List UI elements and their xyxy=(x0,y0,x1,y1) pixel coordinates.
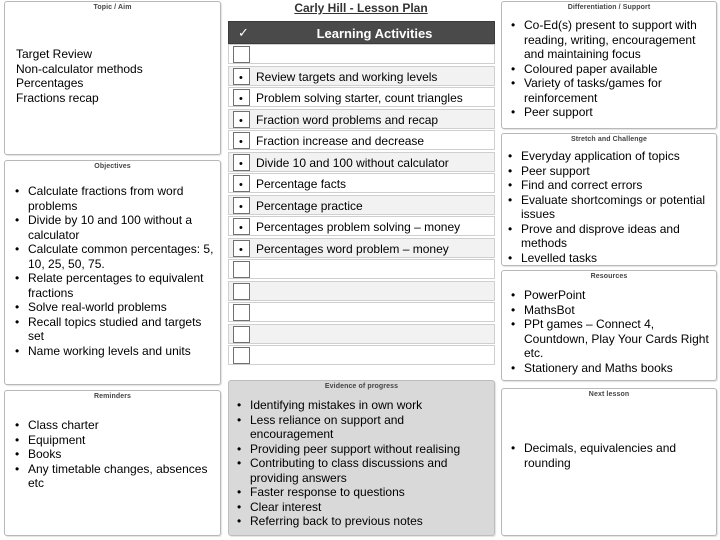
learning-activities-title: Learning Activities xyxy=(316,26,433,41)
objective-item: • Calculate fractions from word problems xyxy=(15,184,215,213)
differentiation-box xyxy=(501,1,717,129)
page-title-text: Carly Hill - Lesson Plan xyxy=(294,1,428,15)
differentiation-heading: Differentiation / Support xyxy=(567,4,651,11)
objective-item: • Recall topics studied and targets set xyxy=(15,315,215,344)
reminders-list xyxy=(15,418,215,491)
bullet-icon: • xyxy=(239,71,243,84)
bullet-icon: • xyxy=(239,243,243,256)
activity-label: Divide 10 and 100 without calculator xyxy=(256,155,449,170)
resource-item: • Stationery and Maths books xyxy=(511,361,713,376)
resources-box xyxy=(501,270,717,381)
stretch-item: • Find and correct errors xyxy=(508,178,712,193)
activity-checkbox[interactable] xyxy=(233,218,250,235)
activity-label: Fraction increase and decrease xyxy=(256,134,425,148)
resource-item: • MathsBot xyxy=(511,303,713,318)
stretch-list xyxy=(508,149,712,265)
stretch-item: • Peer support xyxy=(508,164,712,179)
reminder-item: • Class charter xyxy=(15,418,215,433)
activity-row xyxy=(228,324,495,344)
activity-checkbox[interactable] xyxy=(233,326,250,343)
objective-item: • Relate percentages to equivalent fractions xyxy=(15,271,215,300)
activity-label: Percentage facts xyxy=(256,177,347,191)
stretch-item: • Levelled tasks xyxy=(508,251,712,266)
next-lesson-list xyxy=(511,441,713,470)
differentiation-item: • Co-Ed(s) present to support with reading, writing, encouragement and maintaining focus xyxy=(511,18,711,62)
stretch-item: • Prove and disprove ideas and methods xyxy=(508,222,712,251)
objectives-heading: Objectives xyxy=(94,163,131,170)
stretch-item: • Everyday application of topics xyxy=(508,149,712,164)
activity-row xyxy=(228,302,495,322)
activity-label: Fraction word problems and recap xyxy=(256,112,439,127)
activity-checkbox[interactable] xyxy=(233,240,250,257)
evidence-heading: Evidence of progress xyxy=(324,383,399,390)
topic-line: Target Review xyxy=(16,47,93,61)
activity-row xyxy=(228,259,495,279)
objectives-box xyxy=(4,160,221,385)
activity-row xyxy=(228,173,495,193)
activity-checkbox[interactable] xyxy=(233,68,250,85)
activity-label: Percentages problem solving – money xyxy=(256,220,461,234)
resources-list xyxy=(511,288,713,375)
evidence-box xyxy=(228,380,495,536)
activity-checkbox[interactable] xyxy=(233,132,250,149)
reminders-box xyxy=(4,390,221,536)
evidence-item: • Contributing to class discussions and providing answers xyxy=(237,456,489,485)
differentiation-list xyxy=(511,18,711,120)
differentiation-item: • Variety of tasks/games for reinforcement xyxy=(511,76,711,105)
activity-checkbox[interactable] xyxy=(233,46,250,63)
activity-row xyxy=(228,66,495,86)
resources-heading: Resources xyxy=(590,273,628,280)
evidence-item: • Identifying mistakes in own work xyxy=(237,398,489,413)
objective-item: • Solve real-world problems xyxy=(15,300,215,315)
topic-line: Fractions recap xyxy=(16,90,99,105)
activity-checkbox[interactable] xyxy=(233,111,250,128)
evidence-item: • Clear interest xyxy=(237,500,489,515)
activity-checkbox[interactable] xyxy=(233,347,250,364)
topic-line: Non-calculator methods xyxy=(16,61,143,76)
activity-checkbox[interactable] xyxy=(233,304,250,321)
bullet-icon: • xyxy=(239,93,243,105)
bullet-icon: • xyxy=(239,222,243,234)
stretch-item: • Evaluate shortcomings or potential issues xyxy=(508,193,712,222)
resource-item: • PPt games – Connect 4, Countdown, Play Your Cards Right etc. xyxy=(511,317,713,361)
reminder-item: • Equipment xyxy=(15,433,215,448)
objective-item: • Divide by 10 and 100 without a calculator xyxy=(15,213,215,242)
learning-activities-header xyxy=(228,21,495,44)
differentiation-item: • Coloured paper available xyxy=(511,62,711,77)
stretch-box xyxy=(501,133,717,266)
next-lesson-box xyxy=(501,388,717,536)
activity-row xyxy=(228,44,495,64)
objective-item: • Calculate common percentages: 5, 10, 25, 50, 75. xyxy=(15,242,215,271)
reminder-item: • Books xyxy=(15,447,215,462)
activity-checkbox[interactable] xyxy=(233,283,250,300)
activity-label: Review targets and working levels xyxy=(256,69,438,84)
objectives-list xyxy=(15,184,215,358)
bullet-icon: • xyxy=(239,179,243,191)
objective-item: • Name working levels and units xyxy=(15,344,215,359)
evidence-item: • Less reliance on support and encouragement xyxy=(237,413,489,442)
topic-aim-lines xyxy=(16,47,143,105)
activity-row xyxy=(228,345,495,365)
activity-checkbox[interactable] xyxy=(233,261,250,278)
reminder-item: • Any timetable changes, absences etc xyxy=(15,462,215,491)
topic-line: Percentages xyxy=(16,76,84,90)
activity-checkbox[interactable] xyxy=(233,175,250,192)
resource-item: • PowerPoint xyxy=(511,288,713,303)
evidence-item: • Faster response to questions xyxy=(237,485,489,500)
evidence-list xyxy=(237,398,489,529)
activity-checkbox[interactable] xyxy=(233,89,250,106)
activity-row xyxy=(228,216,495,236)
topic-aim-box xyxy=(4,1,221,155)
activity-row xyxy=(228,130,495,150)
activity-checkbox[interactable] xyxy=(233,197,250,214)
bullet-icon: • xyxy=(239,157,243,170)
evidence-item: • Providing peer support without realising xyxy=(237,442,489,457)
activity-checkbox[interactable] xyxy=(233,154,250,171)
activity-row xyxy=(228,195,495,215)
activity-row xyxy=(228,87,495,107)
activity-row xyxy=(228,152,495,172)
page-title xyxy=(228,1,494,15)
stretch-heading: Stretch and Challenge xyxy=(570,136,647,143)
next-lesson-item: • Decimals, equivalencies and rounding xyxy=(511,441,713,470)
activity-row xyxy=(228,281,495,301)
activity-row xyxy=(228,109,495,129)
evidence-item: • Referring back to previous notes xyxy=(237,514,489,529)
reminders-heading: Reminders xyxy=(93,393,132,400)
activity-label: Percentage practice xyxy=(256,198,363,213)
bullet-icon: • xyxy=(239,200,243,213)
check-icon: ✓ xyxy=(238,25,249,40)
next-lesson-heading: Next lesson xyxy=(588,391,630,398)
activity-row xyxy=(228,238,495,258)
topic-aim-heading: Topic / Aim xyxy=(93,4,132,11)
bullet-icon: • xyxy=(239,114,243,127)
bullet-icon: • xyxy=(239,136,243,148)
differentiation-item: • Peer support xyxy=(511,105,711,120)
activity-label: Percentages word problem – money xyxy=(256,241,449,256)
activity-label: Problem solving starter, count triangles xyxy=(256,91,463,105)
